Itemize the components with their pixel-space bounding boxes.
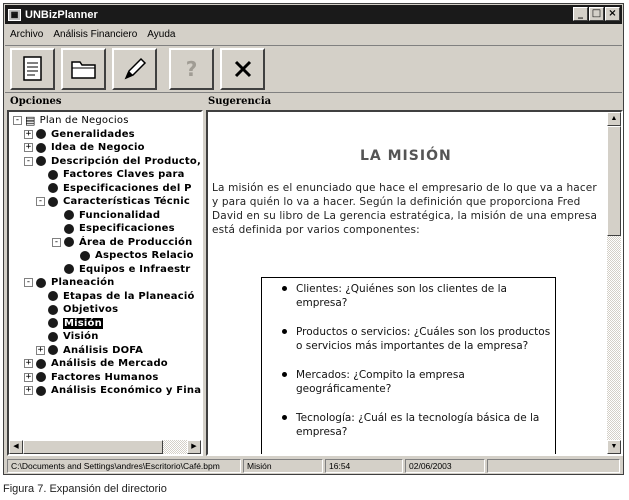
tree-item-label: Área de Producción <box>79 236 193 248</box>
tree-item[interactable] <box>36 141 145 154</box>
list-item: Tecnología: ¿Cuál es la tecnología básica de la empresa? <box>280 411 551 439</box>
node-bullet-icon <box>36 156 46 166</box>
node-bullet-icon <box>64 237 74 247</box>
help-button[interactable] <box>169 48 214 90</box>
x-icon <box>233 59 253 79</box>
tree-horizontal-scrollbar[interactable] <box>9 440 201 454</box>
tree-expander-icon[interactable]: + <box>25 371 32 382</box>
menu-archivo[interactable]: Archivo <box>10 28 44 40</box>
folder-icon <box>70 58 98 80</box>
tree-item[interactable] <box>48 330 99 343</box>
tree-item-label: Equipos e Infraestr <box>79 263 191 275</box>
scroll-right-arrow-icon[interactable]: ▶ <box>187 440 201 454</box>
tree-item-label: Especificaciones <box>79 223 175 234</box>
node-bullet-icon <box>48 183 58 193</box>
suggestion-scroll-thumb[interactable] <box>607 126 621 236</box>
tree-item-label: Factores Claves para <box>63 169 185 180</box>
tree-expander-icon[interactable]: + <box>25 128 32 139</box>
plan-root-icon: ▤ <box>25 114 36 127</box>
tree-item[interactable] <box>48 290 195 303</box>
toolbar <box>5 45 622 93</box>
status-section: Misión <box>243 459 323 473</box>
tree-expander-icon[interactable]: + <box>25 142 32 152</box>
status-extra <box>487 459 620 473</box>
mission-paragraph: La misión es el enunciado que hace el empresario de lo que va a hacer y para quién lo va a hacer. Según la definición que proporciona Fred David en su libro de La gerencia estratégica, la misión de una empresa está definida por varios componentes: <box>212 182 598 236</box>
tree-item[interactable] <box>48 168 185 181</box>
tree-item-label: Planeación <box>51 277 115 288</box>
tree-item[interactable] <box>64 236 192 249</box>
node-bullet-icon <box>36 372 46 382</box>
tree-item-label: Generalidades <box>51 128 135 140</box>
list-item: Productos o servicios: ¿Cuáles son los productos o servicios más importantes de la empresa? <box>280 325 551 353</box>
close-window-button[interactable]: × <box>605 7 620 21</box>
options-tree-pane <box>7 110 203 456</box>
node-bullet-icon <box>64 264 74 274</box>
window-title: UNBizPlanner <box>25 8 98 21</box>
suggestion-vertical-scrollbar[interactable] <box>607 112 621 454</box>
document-icon <box>21 55 45 83</box>
tree-expander-icon[interactable]: + <box>25 358 32 368</box>
status-date: 02/06/2003 <box>405 459 485 473</box>
tree-item-label: Idea de Negocio <box>51 142 145 153</box>
maximize-button[interactable]: □ <box>589 7 604 21</box>
node-bullet-icon <box>48 305 58 315</box>
status-time: 16:54 <box>325 459 403 473</box>
tree-item-label: Análisis DOFA <box>63 344 144 356</box>
tree-scroll-thumb[interactable] <box>23 440 163 454</box>
close-button[interactable] <box>220 48 265 90</box>
tree-item[interactable] <box>36 371 159 384</box>
node-bullet-icon <box>36 129 46 139</box>
node-bullet-icon <box>48 345 58 355</box>
title-bar <box>5 5 622 24</box>
tree-expander-icon[interactable]: - <box>25 155 32 166</box>
suggestion-header: Sugerencia <box>208 96 272 107</box>
tree-expander-icon[interactable]: - <box>37 196 44 206</box>
figure-caption: Figura 7. Expansión del directorio <box>3 483 167 495</box>
tree-item[interactable] <box>25 114 129 127</box>
tree-expander-icon[interactable]: - <box>14 115 21 125</box>
tree-item[interactable] <box>64 222 175 235</box>
tree-item-label: Plan de Negocios <box>39 115 129 126</box>
tree-item[interactable] <box>36 155 201 168</box>
app-icon: ▦ <box>8 9 21 21</box>
tree-item-label: Etapas de la Planeació <box>63 290 195 302</box>
minimize-button[interactable]: _ <box>573 7 588 21</box>
tree-item-label: Características Técnic <box>63 196 190 207</box>
tree-item[interactable] <box>64 209 160 222</box>
tree-item-label: Análisis Económico y Fina <box>51 385 202 396</box>
node-bullet-icon <box>64 210 74 220</box>
node-bullet-icon <box>36 278 46 288</box>
open-folder-button[interactable] <box>61 48 106 90</box>
tree-item[interactable] <box>48 182 192 195</box>
tree-item-label: Análisis de Mercado <box>51 358 168 369</box>
tree-item[interactable] <box>80 249 194 262</box>
node-bullet-icon <box>48 291 58 301</box>
tree-item[interactable] <box>36 384 201 397</box>
node-bullet-icon <box>48 318 58 328</box>
node-bullet-icon <box>48 332 58 342</box>
tree-expander-icon[interactable]: + <box>37 344 44 355</box>
node-bullet-icon <box>36 386 46 396</box>
scroll-up-arrow-icon[interactable]: ▲ <box>607 112 621 126</box>
tree-expander-icon[interactable]: + <box>25 385 32 395</box>
status-bar <box>5 458 622 474</box>
node-bullet-icon <box>48 197 58 207</box>
mission-title: LA MISIÓN <box>360 148 452 164</box>
tree-item[interactable] <box>36 128 135 141</box>
tree-item[interactable] <box>64 263 190 276</box>
tree-item-label: Descripción del Producto, <box>51 155 201 167</box>
pencil-icon <box>122 56 148 82</box>
tree-expander-icon[interactable]: - <box>25 277 32 287</box>
list-item: Mercados: ¿Compito la empresa geográficamente? <box>280 368 551 396</box>
new-document-button[interactable] <box>10 48 55 90</box>
node-bullet-icon <box>64 224 74 234</box>
tree-item-label: Aspectos Relacio <box>95 250 194 261</box>
menu-ayuda[interactable]: Ayuda <box>147 28 176 40</box>
tree-item[interactable] <box>48 317 103 330</box>
tree-expander-icon[interactable]: - <box>53 236 60 247</box>
list-item: Clientes: ¿Quiénes son los clientes de la empresa? <box>280 282 551 310</box>
tree-item-label: Misión <box>64 317 102 329</box>
tree-item[interactable] <box>36 357 168 370</box>
tree-item-label: Especificaciones del P <box>63 182 192 194</box>
tree-item[interactable] <box>48 195 190 208</box>
tree-item[interactable] <box>48 344 143 357</box>
tree-item-label: Factores Humanos <box>51 371 159 383</box>
tree-item-label: Objetivos <box>63 304 119 315</box>
tree-item[interactable] <box>48 303 118 316</box>
edit-button[interactable] <box>112 48 157 90</box>
options-header: Opciones <box>10 96 62 107</box>
scroll-down-arrow-icon[interactable]: ▼ <box>607 440 621 454</box>
suggestion-pane <box>206 110 623 456</box>
menu-bar <box>5 25 622 43</box>
question-icon: ? <box>185 57 198 81</box>
menu-analisis-financiero[interactable]: Análisis Financiero <box>53 28 138 40</box>
components-box <box>261 277 556 456</box>
node-bullet-icon <box>48 170 58 180</box>
node-bullet-icon <box>36 143 46 153</box>
scroll-left-arrow-icon[interactable]: ◀ <box>9 440 23 454</box>
node-bullet-icon <box>80 251 90 261</box>
tree-item[interactable] <box>36 276 115 289</box>
node-bullet-icon <box>36 359 46 369</box>
tree-item-label: Visión <box>63 331 99 342</box>
app-window <box>3 3 624 475</box>
status-path: C:\Documents and Settings\andres\Escritorio\Café.bpm <box>7 459 241 473</box>
tree-item-label: Funcionalidad <box>79 209 161 221</box>
